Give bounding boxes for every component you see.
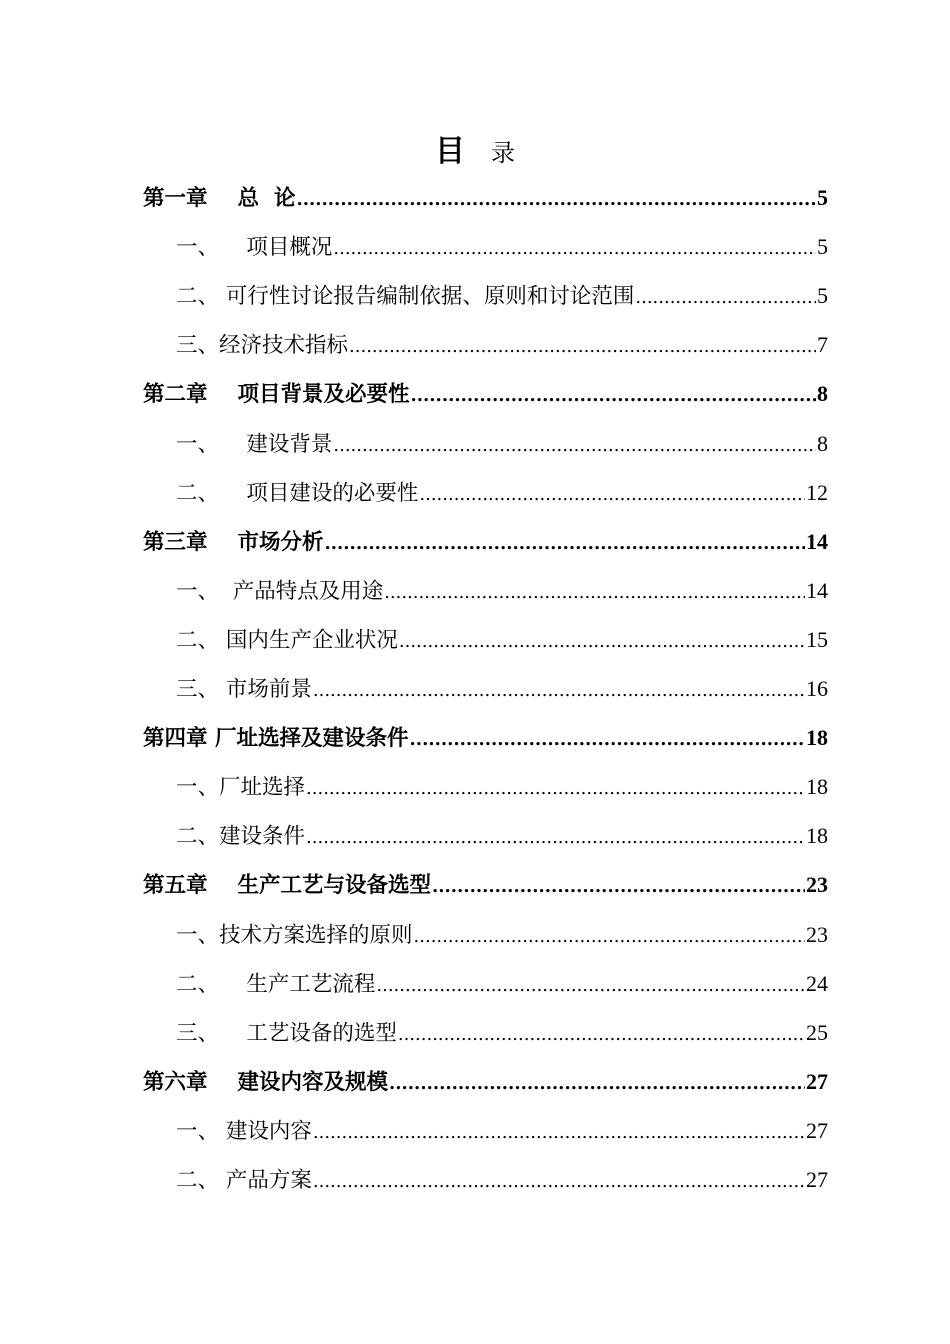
toc-page-number: 5 xyxy=(817,283,828,309)
toc-entry-number: 第六章 xyxy=(143,1069,208,1095)
toc-chapter-entry[interactable] xyxy=(143,1062,828,1102)
toc-page-number: 18 xyxy=(806,774,828,800)
toc-page-number: 14 xyxy=(806,528,828,554)
toc-entry-spacing xyxy=(219,474,246,514)
toc-chapter-entry[interactable] xyxy=(143,522,828,562)
toc-page-number: 8 xyxy=(817,430,828,456)
toc-entry-spacing xyxy=(219,1014,246,1054)
toc-entry-spacing xyxy=(219,425,246,465)
toc-entry-number: 二、 xyxy=(176,824,220,850)
toc-entry-number: 第三章 xyxy=(143,529,208,555)
toc-section-entry[interactable] xyxy=(176,816,828,856)
toc-entry-number: 三、 xyxy=(176,1020,220,1046)
toc-entry-label: 建设内容及规模 xyxy=(237,1069,388,1095)
toc-dot-leader xyxy=(414,917,805,957)
toc-dot-leader xyxy=(313,671,805,711)
toc-dot-leader xyxy=(313,1113,805,1153)
toc-entry-label: 建设内容 xyxy=(225,1118,312,1144)
toc-entry-number: 第四章 xyxy=(143,726,208,752)
toc-entry-number: 二、 xyxy=(176,1168,220,1193)
toc-entry-number: 二、 xyxy=(176,480,220,506)
toc-section-entry[interactable] xyxy=(176,571,828,611)
toc-section-entry[interactable] xyxy=(176,1160,828,1200)
toc-entry-label: 建设背景 xyxy=(246,431,333,457)
toc-dot-leader xyxy=(349,327,816,367)
toc-entry-label: 经济技术指标 xyxy=(219,333,349,359)
toc-dot-leader xyxy=(306,818,805,858)
toc-entry-spacing xyxy=(219,670,226,710)
toc-entry-spacing xyxy=(219,965,246,1005)
toc-dot-leader xyxy=(324,524,805,564)
toc-entry-number: 三、 xyxy=(176,677,220,702)
toc-section-entry[interactable] xyxy=(176,915,828,955)
toc-entry-spacing xyxy=(208,179,238,219)
toc-dot-leader xyxy=(313,1162,805,1202)
toc-section-entry[interactable] xyxy=(176,276,828,316)
toc-entry-number: 一、 xyxy=(176,578,220,604)
toc-dot-leader xyxy=(376,966,805,1006)
toc-entry-spacing xyxy=(208,375,238,415)
toc-page-number: 5 xyxy=(817,234,828,260)
toc-section-entry[interactable] xyxy=(176,620,828,660)
toc-chapter-entry[interactable] xyxy=(143,178,828,218)
toc-entry-spacing xyxy=(219,228,246,268)
toc-entry-label: 工艺设备的选型 xyxy=(246,1020,397,1046)
toc-entry-spacing xyxy=(219,277,226,317)
toc-page-number: 15 xyxy=(806,626,828,652)
toc-title-char-1: 目 xyxy=(435,134,465,169)
toc-page-number: 23 xyxy=(806,872,828,898)
toc-entry-label: 建设条件 xyxy=(219,824,306,850)
toc-entry-number: 一、 xyxy=(176,775,220,801)
toc-dot-leader xyxy=(306,769,805,809)
toc-dot-leader xyxy=(432,867,805,907)
toc-page-number: 24 xyxy=(806,970,828,996)
toc-entry-spacing xyxy=(219,1161,226,1201)
toc-section-entry[interactable] xyxy=(176,1111,828,1151)
toc-entry-number: 一、 xyxy=(176,1118,220,1144)
toc-section-entry[interactable] xyxy=(176,325,828,365)
toc-entry-label: 市场前景 xyxy=(225,677,312,702)
toc-dot-leader xyxy=(333,426,816,466)
toc-dot-leader xyxy=(419,475,805,515)
toc-page-number: 27 xyxy=(806,1167,828,1192)
toc-entry-number: 一、 xyxy=(176,922,220,948)
toc-page-number: 16 xyxy=(806,676,828,701)
toc-entry-number: 二、 xyxy=(176,627,220,653)
toc-entry-label: 生产工艺与设备选型 xyxy=(237,873,431,899)
toc-entry-label: 厂址选择 xyxy=(219,775,306,801)
toc-title xyxy=(0,132,950,173)
toc-entry-number: 第五章 xyxy=(143,873,208,899)
toc-dot-leader xyxy=(296,180,816,220)
toc-page-number: 18 xyxy=(806,725,828,751)
toc-dot-leader xyxy=(410,376,816,416)
toc-page-number: 12 xyxy=(806,479,828,505)
toc-entry-label: 技术方案选择的原则 xyxy=(219,922,413,948)
toc-entry-spacing xyxy=(219,572,233,612)
toc-entry-spacing xyxy=(208,523,238,563)
toc-dot-leader xyxy=(333,229,816,269)
toc-dot-leader xyxy=(384,573,805,613)
toc-entry-label: 产品特点及用途 xyxy=(232,578,384,604)
toc-entry-label: 产品方案 xyxy=(225,1168,312,1193)
toc-title-char-2: 录 xyxy=(491,139,515,167)
toc-entry-number: 二、 xyxy=(176,971,220,997)
toc-page-number: 27 xyxy=(806,1117,828,1143)
toc-page-number: 7 xyxy=(817,332,828,358)
toc-section-entry[interactable] xyxy=(176,473,828,513)
toc-page-number: 5 xyxy=(817,185,828,210)
toc-section-entry[interactable] xyxy=(176,424,828,464)
toc-dot-leader xyxy=(410,720,805,760)
toc-section-entry[interactable] xyxy=(176,1013,828,1053)
toc-chapter-entry[interactable] xyxy=(143,718,828,758)
toc-entry-label: 国内生产企业状况 xyxy=(225,627,398,653)
toc-entry-spacing xyxy=(208,866,238,906)
toc-entry-number: 第一章 xyxy=(143,186,208,211)
toc-dot-leader xyxy=(398,1015,805,1055)
toc-entry-label: 市场分析 xyxy=(237,529,324,555)
toc-entry-spacing xyxy=(208,1063,238,1103)
toc-entry-label: 项目概况 xyxy=(246,235,333,261)
toc-entry-label: 总 论 xyxy=(237,186,296,211)
toc-page-number: 23 xyxy=(806,921,828,947)
toc-page-number: 14 xyxy=(806,577,828,603)
toc-dot-leader xyxy=(399,622,805,662)
toc-entry-number: 三、 xyxy=(176,333,220,359)
toc-entry-number: 二、 xyxy=(176,284,220,310)
toc-entry-spacing xyxy=(219,621,226,661)
toc-chapter-entry[interactable] xyxy=(143,374,828,414)
toc-entry-label: 项目背景及必要性 xyxy=(237,382,410,408)
toc-page-number: 25 xyxy=(806,1019,828,1045)
toc-entry-label: 厂址选择及建设条件 xyxy=(215,726,409,752)
toc-entry-label: 生产工艺流程 xyxy=(246,971,376,997)
toc-entry-label: 项目建设的必要性 xyxy=(246,480,419,506)
toc-page-number: 18 xyxy=(806,823,828,849)
toc-entry-spacing xyxy=(219,1112,226,1152)
toc-entry-number: 一、 xyxy=(176,235,220,261)
toc-dot-leader xyxy=(635,278,816,318)
toc-section-entry[interactable] xyxy=(176,767,828,807)
toc-entry-number: 一、 xyxy=(176,431,220,457)
toc-chapter-entry[interactable] xyxy=(143,865,828,905)
toc-section-entry[interactable] xyxy=(176,669,828,709)
toc-section-entry[interactable] xyxy=(176,227,828,267)
toc-dot-leader xyxy=(389,1064,805,1104)
toc-entry-spacing xyxy=(208,719,216,759)
toc-section-entry[interactable] xyxy=(176,964,828,1004)
toc-page-number: 27 xyxy=(806,1068,828,1094)
toc-entry-number: 第二章 xyxy=(143,382,208,408)
toc-page-number: 8 xyxy=(817,381,828,407)
toc-entry-label: 可行性讨论报告编制依据、原则和讨论范围 xyxy=(225,284,635,310)
